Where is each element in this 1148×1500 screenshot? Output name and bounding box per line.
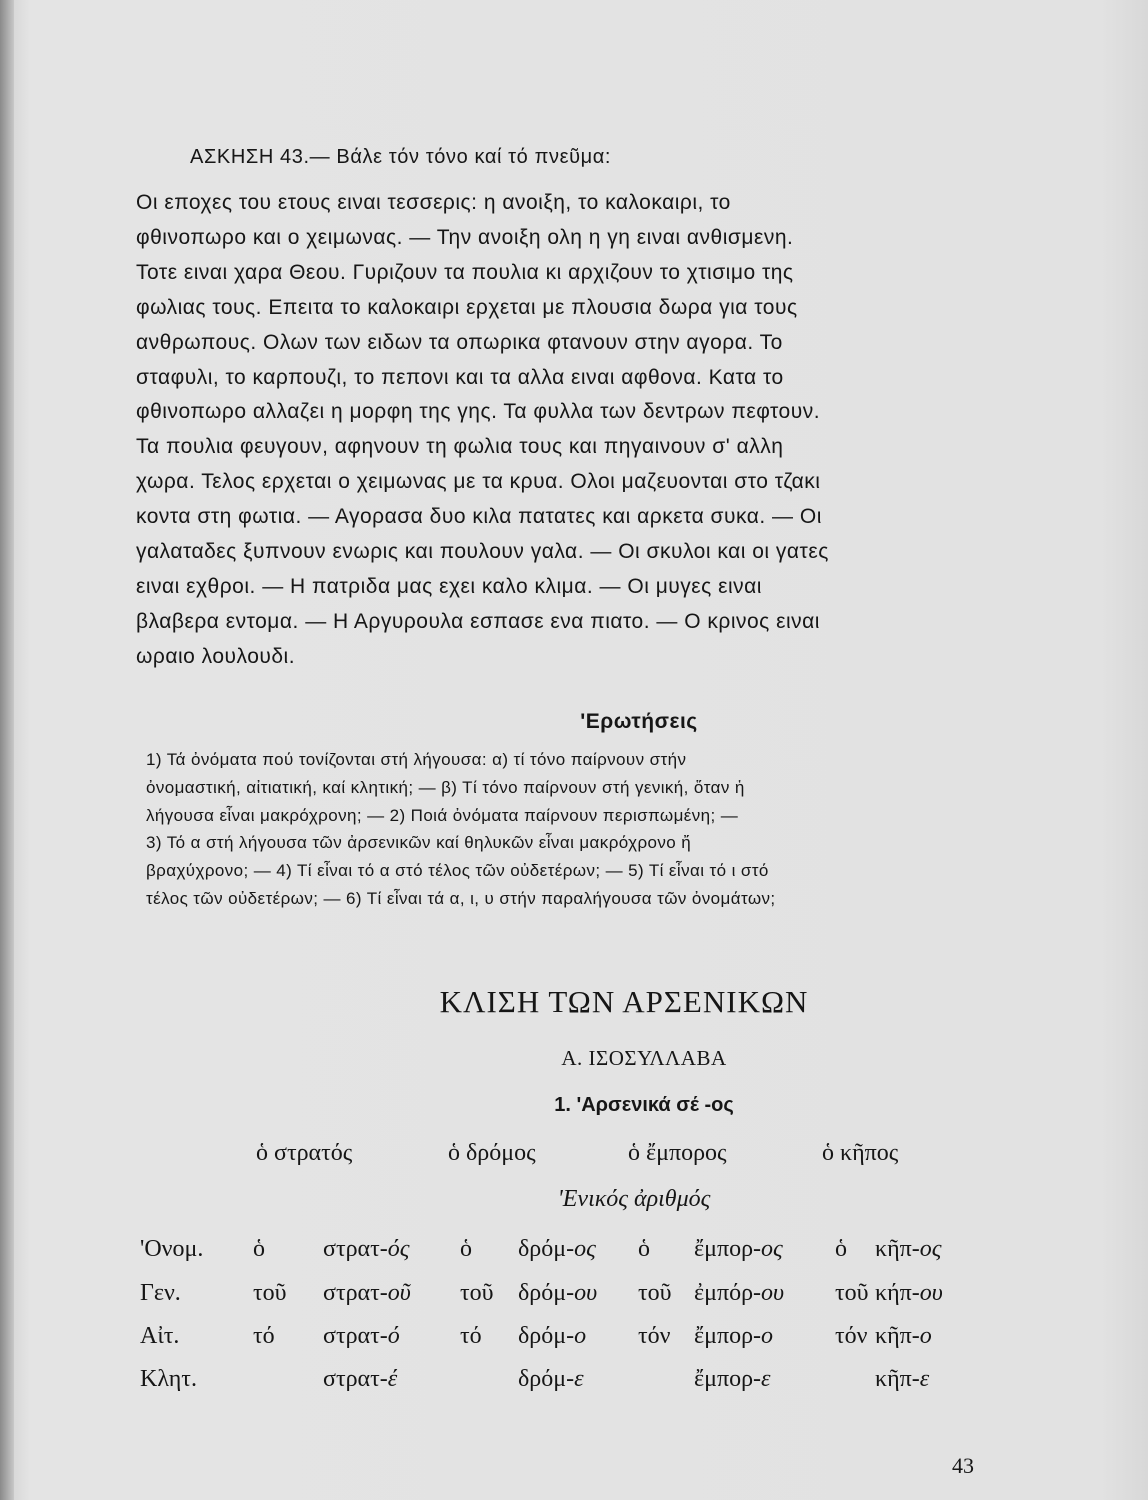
word-stem: στρατ- [323,1280,388,1306]
case-label: Κλητ. [140,1366,197,1392]
question-line: ὀνομαστική, αἰτιατική, καί κλητική; — β) Τί τόνο παίρνουν στή γενική, ὅταν ἡ [146,777,745,797]
article: ὁ [835,1236,847,1262]
exercise-line: ειναι εχθροι. — Η πατριδα μας εχει καλο κλιμα. — Οι μυγες ειναι [136,574,762,598]
word-ending: ός [387,1236,410,1262]
exercise-line: φωλιας τους. Επειτα το καλοκαιρι ερχεται με πλουσια δωρα για τους [136,295,798,319]
word-ending: ε [574,1366,584,1392]
word-ending: ου [919,1280,943,1306]
exercise-line: κοντα στη φωτια. — Αγορασα δυο κιλα πατατες και αρκετα συκα. — Οι [136,505,822,529]
exercise-line: Τα πουλια φευγουν, αφηνουν τη φωλια τους και πηγαινουν σ' αλλη [136,435,784,459]
questions-title: 'Ερωτήσεις [580,710,698,733]
declined-form [323,1280,411,1307]
declined-form [518,1280,597,1307]
exercise-line: χωρα. Τελος ερχεται ο χειμωνας με τα κρυα. Ολοι μαζευονται στο τζακι [136,470,821,494]
declension-row [0,1280,1148,1316]
number-label: 'Ενικός ἀριθμός [557,1186,711,1212]
declined-form [875,1280,943,1307]
article: ὁ [253,1236,265,1262]
declined-form [694,1366,771,1393]
word-ending: ε [761,1366,771,1392]
word-stem: κῆπ- [875,1323,920,1349]
declined-form [694,1323,773,1350]
word-ending: ου [574,1280,598,1306]
word-stem: ἔμπορ- [694,1323,762,1349]
word-stem: ἔμπορ- [694,1366,762,1392]
word-stem: κῆπ- [875,1236,920,1262]
word-ending: έ [387,1366,398,1392]
word-stem: δρόμ- [518,1280,575,1306]
questions-text [146,746,976,913]
declined-form [518,1366,584,1393]
noun-stratos: ὁ στρατός [256,1140,353,1166]
noun-emporos: ὁ ἔμπορος [628,1140,727,1166]
noun-kipos: ὁ κῆπος [822,1140,899,1166]
exercise-line: γαλαταδες ξυπνουν ενωρις και πουλουν γαλα. — Οι σκυλοι και οι γατες [136,540,829,564]
question-line: βραχύχρονο; — 4) Τί εἶναι τό α στό τέλος τῶν οὐδετέρων; — 5) Τί εἶναι τό ι στό [146,861,769,881]
word-ending: οῦ [387,1280,411,1306]
word-stem: ἔμπορ- [694,1236,762,1262]
declined-form [518,1236,596,1263]
word-stem: δρόμ- [518,1366,575,1392]
article: τοῦ [460,1280,494,1306]
word-ending: ος [919,1236,942,1262]
word-ending: ο [574,1323,587,1349]
article: ὁ [638,1236,650,1262]
page-number: 43 [952,1453,974,1478]
article: ὁ [460,1236,472,1262]
question-line: 3) Τό α στή λήγουσα τῶν ἀρσενικῶν καί θηλυκῶν εἶναι μακρόχρονο ἤ [146,833,692,853]
exercise-line: ανθρωπους. Ολων των ειδων τα οπωρικα φτανουν στην αγορα. Το [136,330,783,354]
word-stem: δρόμ- [518,1323,575,1349]
declension-row [0,1236,1148,1272]
exercise-line: φθινοπωρο αλλαζει η μορφη της γης. Τα φυλλα των δεντρων πεφτουν. [136,400,821,424]
declension-heading: 1. 'Αρσενικά σέ -ος [554,1094,734,1116]
article: τοῦ [835,1280,869,1306]
word-ending: ου [761,1280,785,1306]
question-line: 1) Τά ὀνόματα πού τονίζονται στή λήγουσα: α) τί τόνο παίρνουν στήν [146,750,687,769]
case-label: Αἰτ. [140,1323,180,1349]
article: τόν [638,1323,671,1349]
subsection-title: Α. ΙΣΟΣΥΛΛΑΒΑ [561,1046,727,1070]
word-ending: ε [919,1366,930,1392]
article: τοῦ [253,1280,287,1306]
word-ending: ος [574,1236,596,1262]
word-stem: δρόμ- [518,1236,575,1262]
declined-form [323,1236,410,1263]
word-ending: ο [761,1323,774,1349]
word-stem: στρατ- [323,1236,388,1262]
case-label: 'Ονομ. [140,1236,204,1262]
word-ending: ο [919,1323,932,1349]
article: τό [460,1323,482,1349]
question-line: τέλος τῶν οὐδετέρων; — 6) Τί εἶναι τά α, ι, υ στήν παραλήγουσα τῶν ὀνομάτων; [146,888,776,908]
declined-form [518,1323,586,1350]
declined-form [875,1323,932,1350]
declension-row [0,1323,1148,1359]
article: τό [253,1323,275,1349]
declined-form [694,1280,784,1307]
exercise-line: σταφυλι, το καρπουζι, το πεπονι και τα αλλα ειναι αφθονα. Κατα το [136,365,784,389]
declined-form [323,1366,397,1393]
declined-form [875,1236,942,1263]
exercise-text [136,186,978,675]
word-stem: στρατ- [323,1323,388,1349]
question-line: λήγουσα εἶναι μακρόχρονη; — 2) Ποιά ὀνόματα παίρνουν περισπωμένη; — [146,805,739,825]
declension-row [0,1366,1148,1402]
exercise-line: Οι εποχες του ετους ειναι τεσσερις: η ανοιξη, το καλοκαιρι, το [136,191,731,214]
article: τόν [835,1323,868,1349]
exercise-line: ωραιο λουλουδι. [136,644,296,668]
word-stem: στρατ- [323,1366,388,1392]
word-ending: ος [761,1236,783,1262]
noun-list [0,1140,1148,1174]
word-stem: ἐμπόρ- [694,1280,762,1306]
exercise-line: βλαβερα εντομα. — Η Αργυρουλα εσπασε ενα πιατο. — Ο κρινος ειναι [136,609,820,633]
exercise-line: Τοτε ειναι χαρα Θεου. Γυριζουν τα πουλια κι αρχιζουν το χτισιμο της [136,260,794,284]
exercise-line: φθινοπωρο και ο χειμωνας. — Την ανοιξη ολη η γη ειναι ανθισμενη. [136,225,794,249]
case-label: Γεν. [140,1280,181,1306]
article: τοῦ [638,1280,672,1306]
declined-form [875,1366,929,1393]
page-edge-shadow [0,0,14,1500]
word-stem: κῆπ- [875,1366,920,1392]
noun-dromos: ὁ δρόμος [448,1140,536,1166]
declined-form [694,1236,783,1263]
exercise-heading: ΑΣΚΗΣΗ 43.— Βάλε τόν τόνο καί τό πνεῦμα: [190,146,612,168]
section-title: ΚΛΙΣΗ ΤΩΝ ΑΡΣΕΝΙΚΩΝ [439,984,809,1019]
declined-form [323,1323,400,1350]
word-stem: κήπ- [875,1280,920,1306]
word-ending: ό [387,1323,400,1349]
